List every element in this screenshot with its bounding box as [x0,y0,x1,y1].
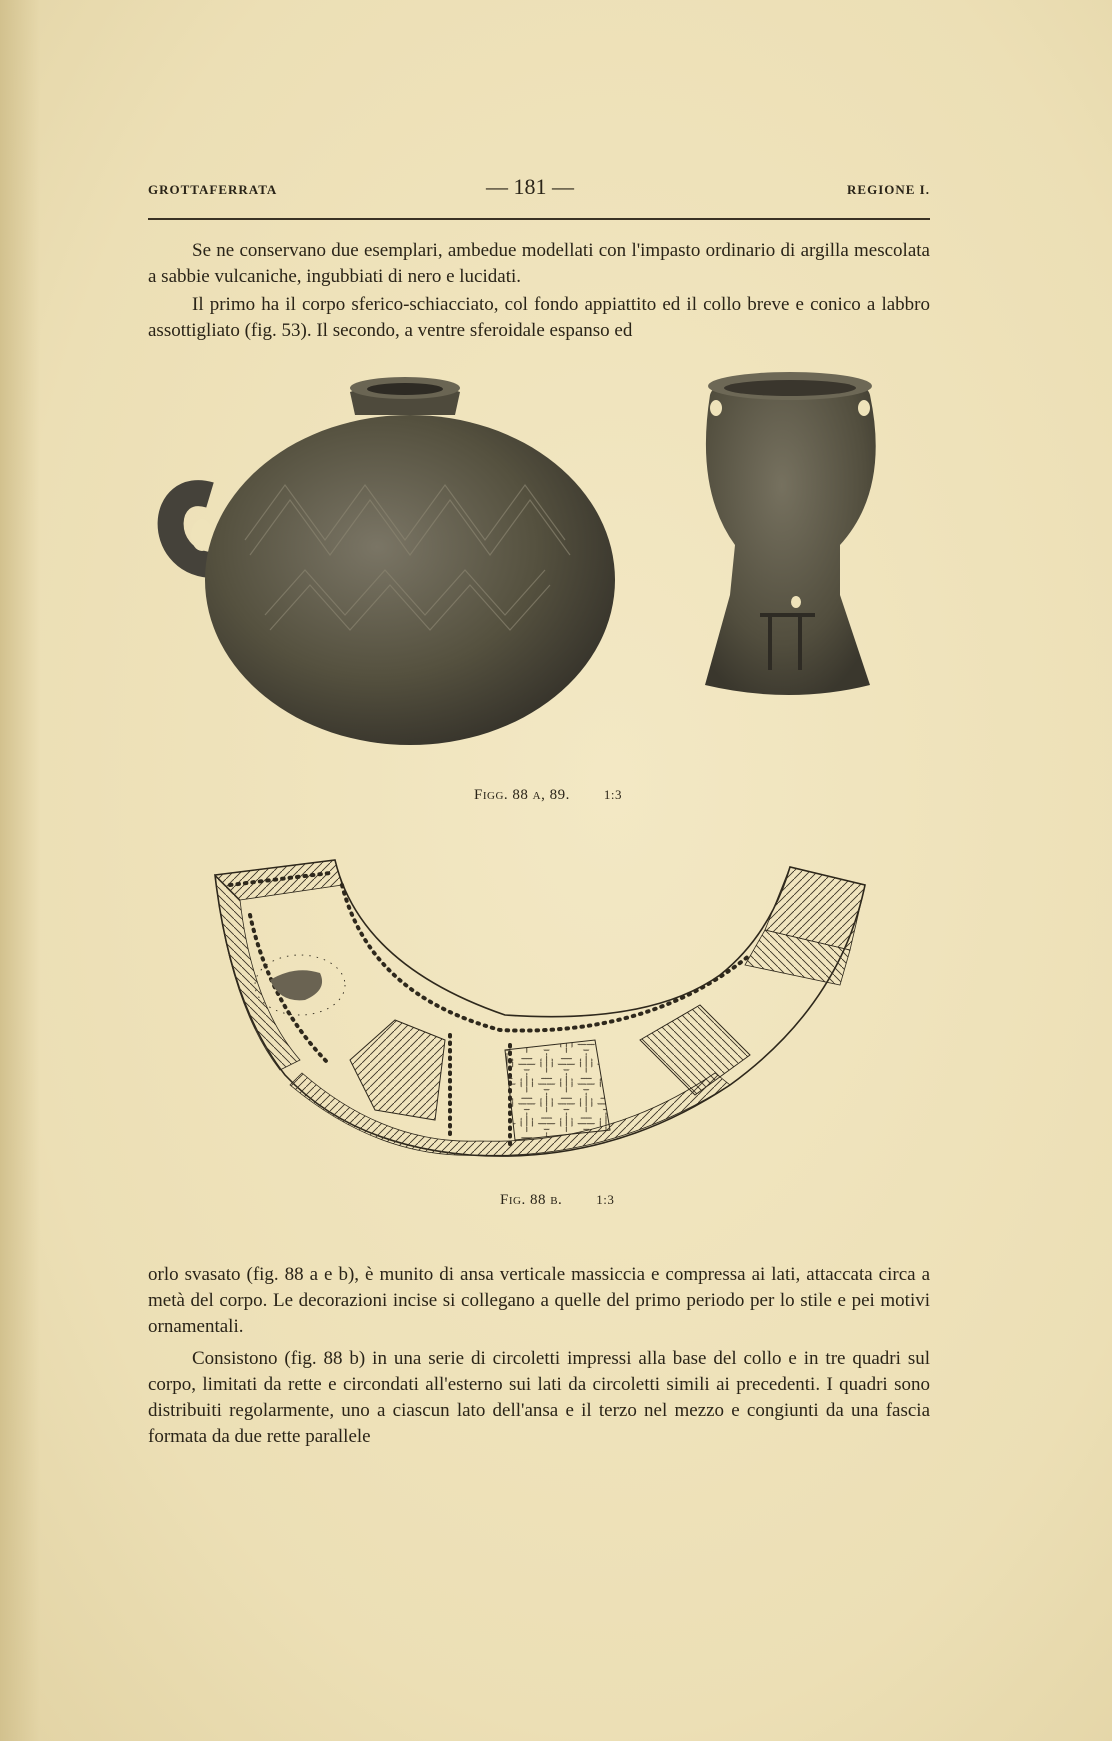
figure2-caption: Fig. 88 b. 1:3 [500,1192,615,1208]
paragraph-3: orlo svasato (fig. 88 a e b), è munito di ansa verticale massiccia e compressa ai lati, attaccata circa a metà del corpo. Le decorazioni incise si collegano a quelle del primo periodo per lo stile e pei motivi ornamentali. [148,1264,930,1337]
header-region: REGIONE I. [847,182,930,197]
jar-vessel [171,377,615,745]
page-number: — 181 — [486,174,574,199]
paragraph-2: Il primo ha il corpo sferico-schiacciato, col fondo appiattito ed il collo breve e conico a labbro assottigliato (fig. 53). Il secondo, a ventre sferoidale espanso ed [148,294,930,341]
paragraph-1: Se ne conservano due esemplari, ambedue modellati con l'impasto ordinario di argilla mescolata a sabbie vulcaniche, ingubbiati di nero e lucidati. [148,240,930,287]
figure-88a-89-photo [150,370,930,780]
footed-cup-vessel [705,372,876,695]
header-rule [148,218,930,220]
figure-88b-drawing [210,855,880,1175]
header-title: GROTTAFERRATA [148,182,278,197]
figure1-caption: Figg. 88 a, 89. 1:3 [474,787,622,803]
handle-stub [255,955,345,1015]
paragraph-4: Consistono (fig. 88 b) in una serie di circoletti impressi alla base del collo e in tre quadri sul corpo, limitati da rette e circondati all'esterno sui lati da circoletti simili ai precedenti. I quadri sono distribuiti regolarmente, uno a ciascun lato dell'ansa e il terzo nel mezzo e congiunti da una fascia formata da due rette parallele [148,1348,930,1447]
running-header [148,174,930,208]
